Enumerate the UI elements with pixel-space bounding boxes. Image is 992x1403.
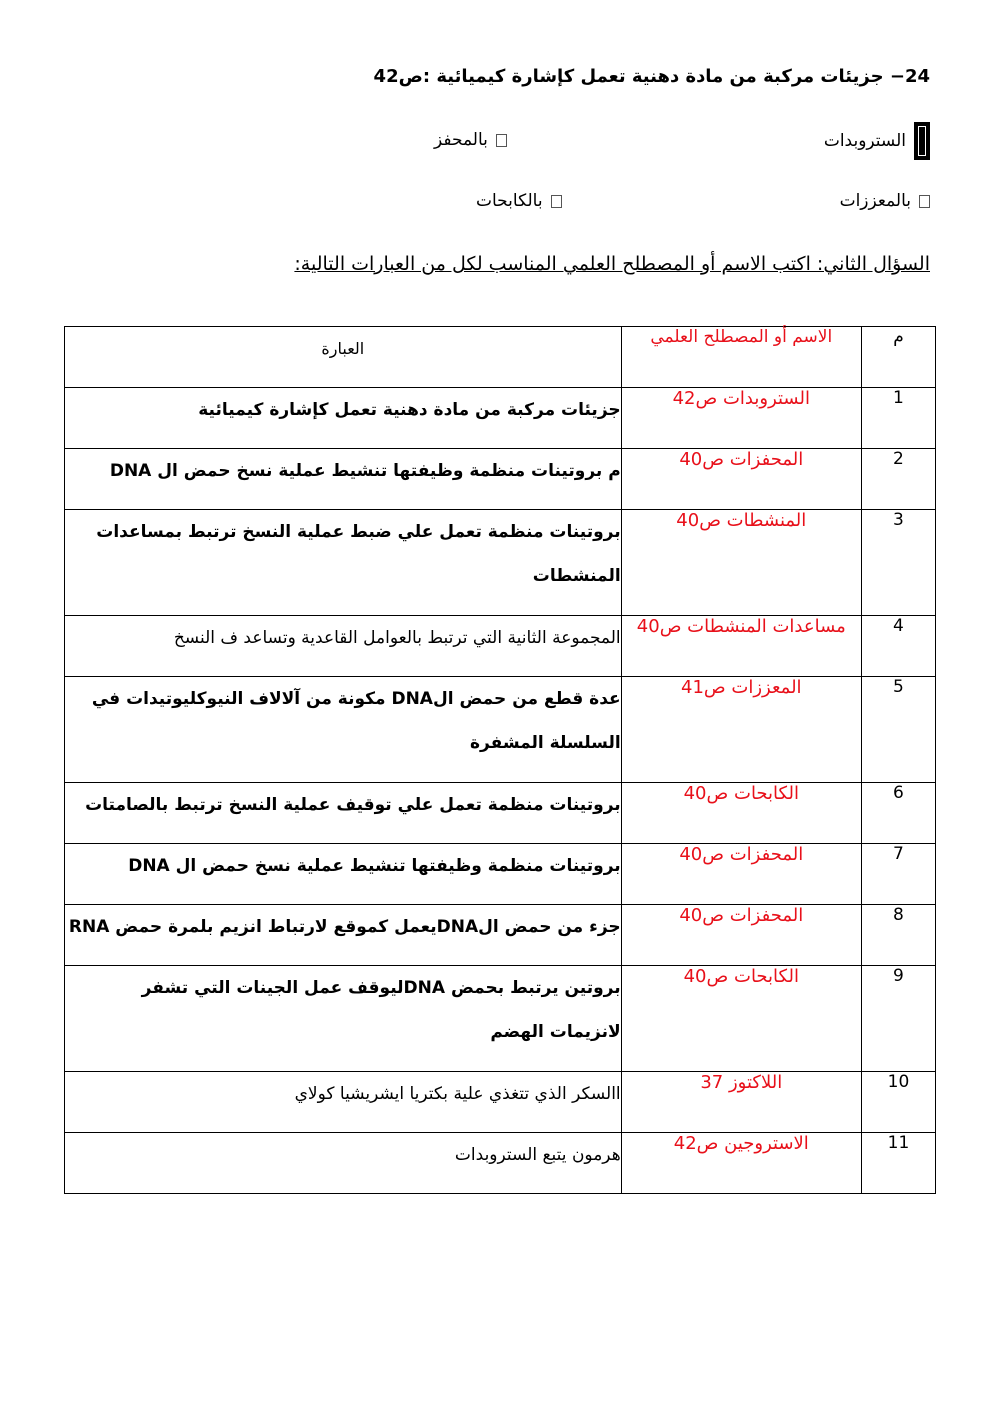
table-row <box>65 966 936 1072</box>
table-row <box>65 388 936 449</box>
table-header-row <box>65 327 936 388</box>
row-statement: جزيئات مركبة من مادة دهنية تعمل كإشارة كيميائية <box>65 388 622 449</box>
checkbox-icon[interactable] <box>551 195 562 208</box>
option-repressors[interactable] <box>476 191 562 211</box>
row-statement: بروتينات منظمة تعمل علي توقيف عملية النسخ ترتبط بالصامتات <box>65 783 622 844</box>
row-statement: المجموعة الثانية التي ترتبط بالعوامل القاعدية وتساعد ف النسخ <box>65 616 622 677</box>
row-num: 7 <box>861 844 935 905</box>
row-num: 9 <box>861 966 935 1072</box>
row-term: المحفزات ص40 <box>621 449 861 510</box>
option-steroids[interactable] <box>824 122 930 160</box>
row-term: المحفزات ص40 <box>621 905 861 966</box>
section-title: السؤال الثاني: اكتب الاسم أو المصطلح العلمي المناسب لكل من العبارات التالية: <box>294 253 930 275</box>
row-num: 1 <box>861 388 935 449</box>
row-term: المعززات ص41 <box>621 677 861 783</box>
option-label: الستروبدات <box>823 131 906 151</box>
option-label: بالكابحات <box>476 191 543 211</box>
row-num: 5 <box>861 677 935 783</box>
checkbox-icon[interactable] <box>496 134 507 147</box>
table-row <box>65 677 936 783</box>
option-enhancers[interactable] <box>840 191 930 211</box>
row-statement: بروتينات منظمة تعمل علي ضبط عملية النسخ ترتبط بمساعدات المنشطات <box>65 510 622 616</box>
header-statement: العبارة <box>65 327 622 388</box>
table-row <box>65 449 936 510</box>
row-statement: جزء من حمض الDNAيعمل كموقع لارتباط انزيم بلمرة حمض RNA <box>65 905 622 966</box>
table-row <box>65 783 936 844</box>
table-row <box>65 844 936 905</box>
table-row <box>65 616 936 677</box>
question-number: 24− <box>889 66 930 87</box>
option-promoter[interactable] <box>434 130 507 150</box>
table-row <box>65 510 936 616</box>
row-num: 3 <box>861 510 935 616</box>
row-statement: عدة قطع من حمض الDNA مكونة من آلالاف النيوكليوتيدات في السلسلة المشفرة <box>65 677 622 783</box>
row-term: الكابحات ص40 <box>621 966 861 1072</box>
question-text: جزيئات مركبة من مادة دهنية تعمل كإشارة كيميائية <box>436 66 884 87</box>
row-term: الكابحات ص40 <box>621 783 861 844</box>
row-num: 4 <box>861 616 935 677</box>
row-term: المحفزات ص40 <box>621 844 861 905</box>
row-num: 2 <box>861 449 935 510</box>
row-num: 11 <box>861 1133 935 1194</box>
row-num: 6 <box>861 783 935 844</box>
row-term: اللاكتوز 37 <box>621 1072 861 1133</box>
row-statement: بروتينات منظمة وظيفتها تنشيط عملية نسخ حمض ال DNA <box>65 844 622 905</box>
header-num: م <box>861 327 935 388</box>
row-statement: م بروتينات منظمة وظيفتها تنشيط عملية نسخ حمض ال DNA <box>65 449 622 510</box>
table-row <box>65 1072 936 1133</box>
row-term: المنشطات ص40 <box>621 510 861 616</box>
table-row <box>65 1133 936 1194</box>
question-24 <box>374 66 930 87</box>
question-page-ref: :ص42 <box>373 66 431 87</box>
row-statement: بروتين يرتبط بحمض DNAليوقف عمل الجينات التي تشفر لانزيمات الهضم <box>65 966 622 1072</box>
terms-table <box>64 326 936 1194</box>
option-label: بالمعززات <box>839 191 911 211</box>
header-term: الاسم أو المصطلح العلمي <box>621 327 861 388</box>
option-label: بالمحفز <box>434 130 488 150</box>
row-num: 8 <box>861 905 935 966</box>
row-num: 10 <box>861 1072 935 1133</box>
row-term: مساعدات المنشطات ص40 <box>621 616 861 677</box>
row-term: الستروبدات ص42 <box>621 388 861 449</box>
row-statement: هرمون يتبع الستروبدات <box>65 1133 622 1194</box>
row-term: الاستروجين ص42 <box>621 1133 861 1194</box>
table-row <box>65 905 936 966</box>
checked-box-icon[interactable] <box>914 122 930 160</box>
checkbox-icon[interactable] <box>919 195 930 208</box>
row-statement: االسكر الذي تتغذي علية بكتريا ايشريشيا كولاي <box>65 1072 622 1133</box>
